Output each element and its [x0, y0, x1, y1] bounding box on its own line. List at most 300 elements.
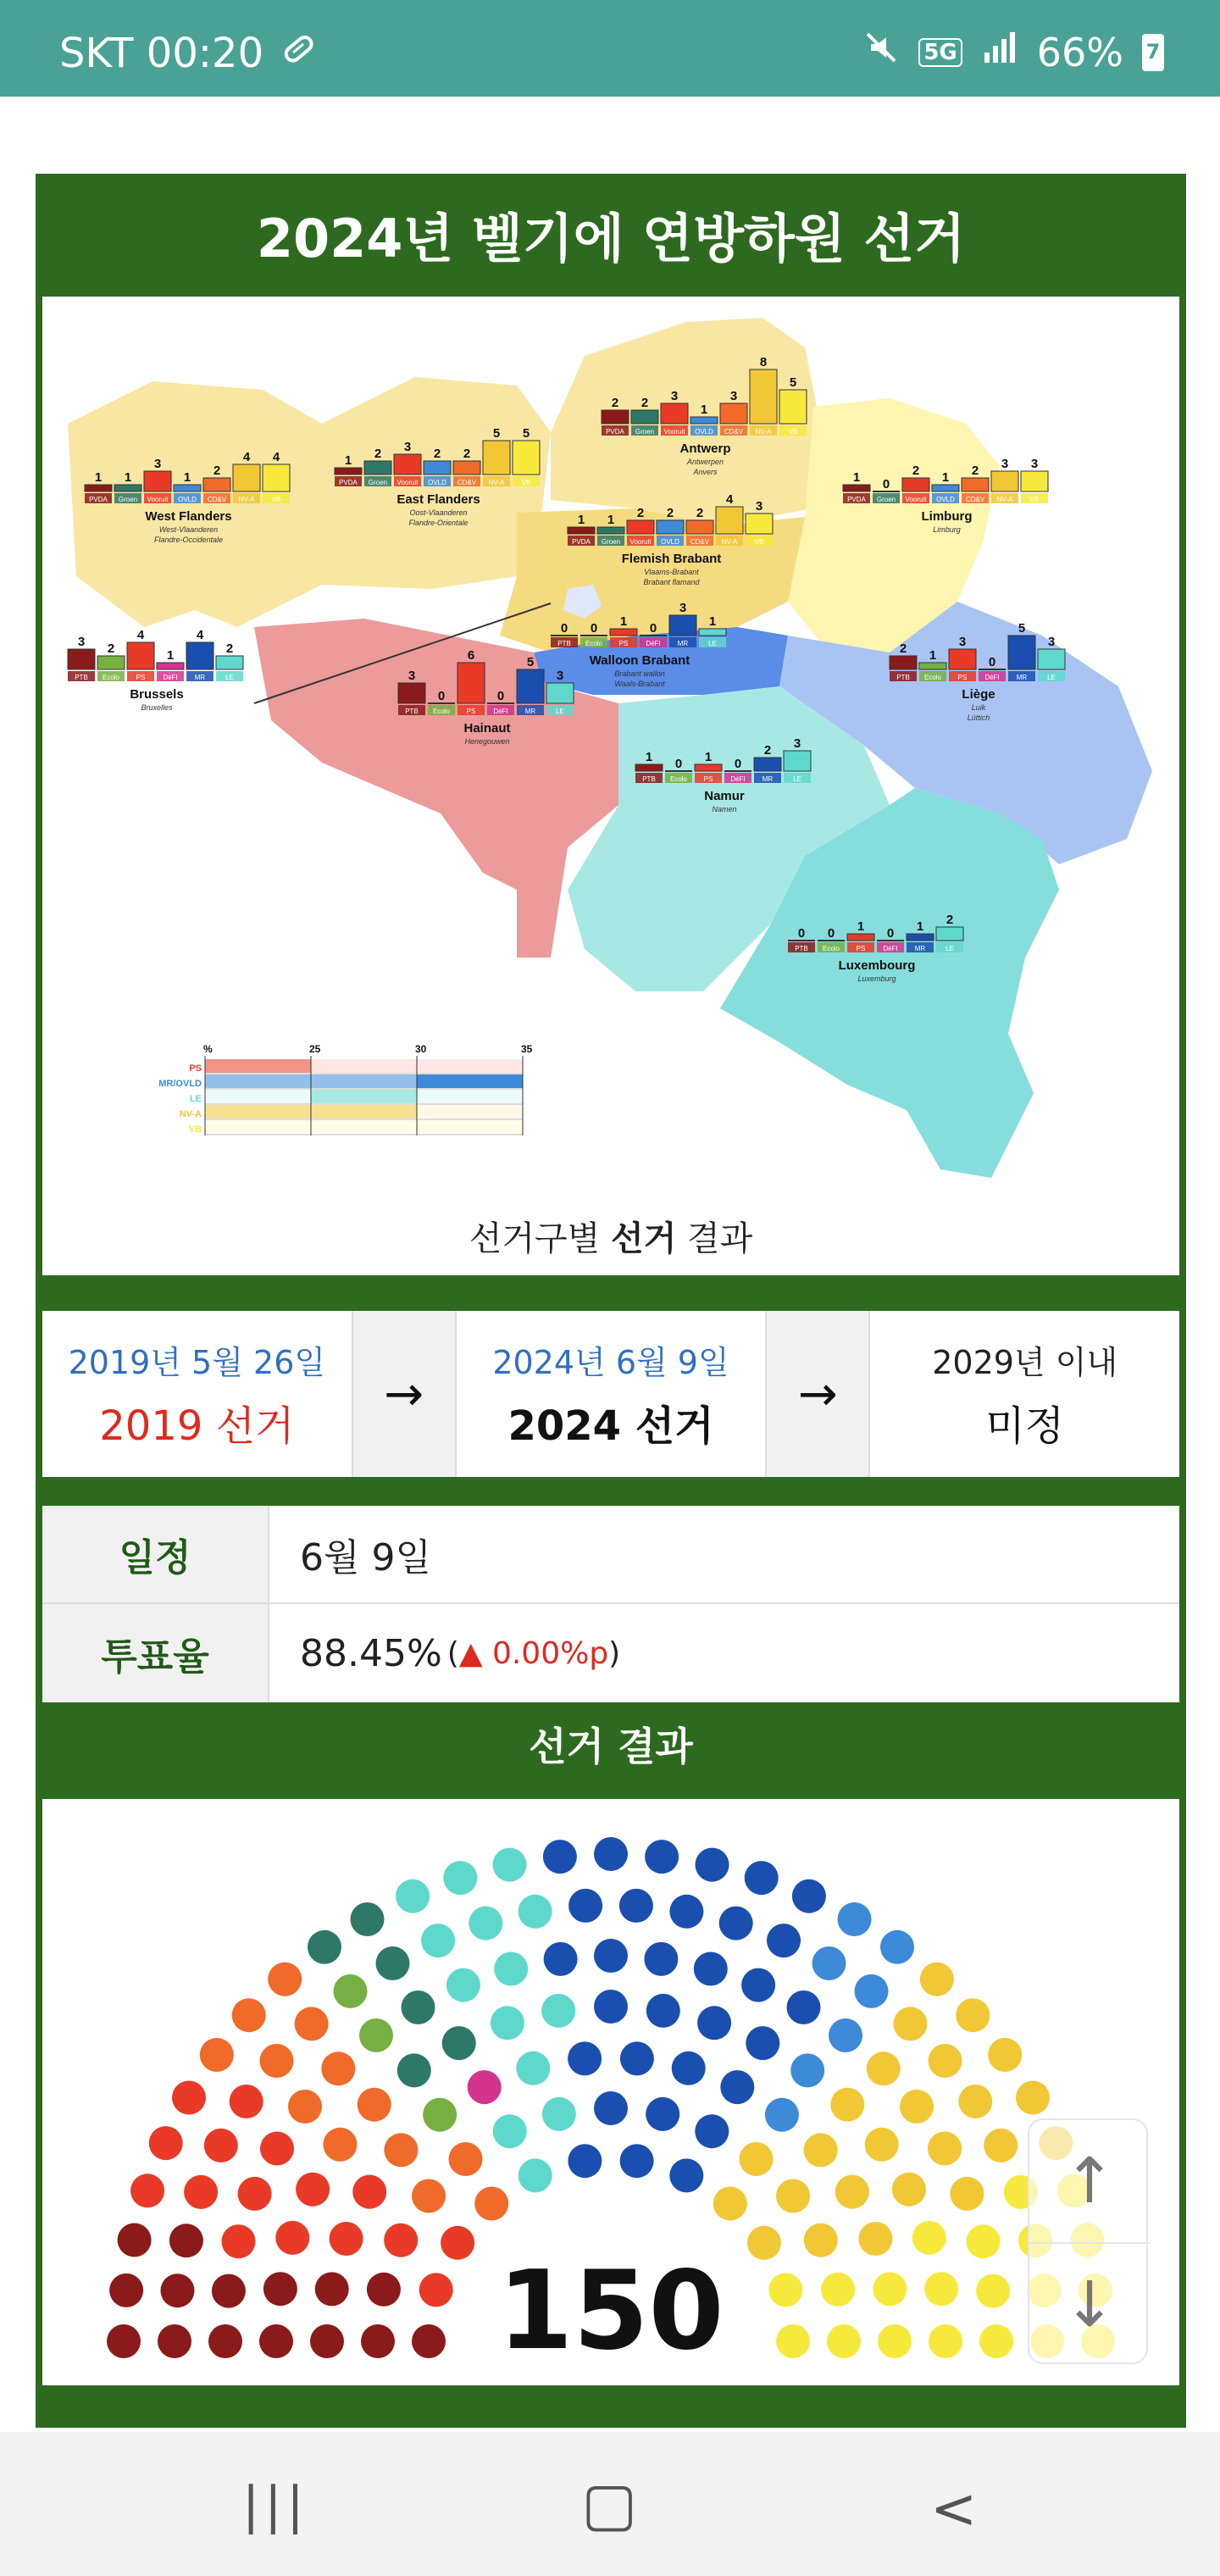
- legend-tick: 35: [521, 1043, 533, 1055]
- region-subname: Flandre-Occidentale: [153, 536, 224, 544]
- legend-row-label: PS: [189, 1063, 202, 1074]
- region-subname: Brabant wallon: [614, 669, 665, 678]
- seat-ps: [238, 2177, 272, 2211]
- region-seat-bar: [991, 471, 1018, 491]
- status-right: [862, 29, 1164, 75]
- seat-groen: [308, 1930, 341, 1964]
- region-seat-bar: [602, 410, 629, 424]
- turnout-row: [42, 1604, 1179, 1702]
- seat-mr: [645, 1840, 679, 1874]
- seat-vooruit: [474, 2187, 508, 2221]
- region-seat-count: 8: [759, 355, 768, 369]
- prev-election-link[interactable]: [42, 1311, 353, 1477]
- region-seat-count: 5: [522, 426, 530, 441]
- region-seat-count: 2: [107, 641, 115, 656]
- map-caption: [42, 1212, 1179, 1260]
- seat-n-va: [776, 2179, 810, 2213]
- party-tag-label: Ecolo: [923, 674, 942, 681]
- party-tag-label: Ecolo: [669, 775, 688, 783]
- seat-mr: [720, 2070, 754, 2104]
- region-subname: Limburg: [933, 525, 961, 534]
- party-tag-label: Groen: [368, 479, 388, 486]
- timeline-arrow-right-icon: →: [767, 1311, 870, 1477]
- region-seat-count: 0: [560, 621, 568, 636]
- seat-n-va: [713, 2187, 747, 2221]
- seat-cd-v: [594, 1939, 628, 1973]
- region-seat-bar: [661, 403, 688, 424]
- status-bar: [0, 0, 1220, 97]
- party-tag-label: LE: [793, 775, 801, 783]
- seat-n-va: [920, 1963, 954, 1996]
- region-seat-count: 3: [679, 601, 687, 615]
- party-tag-label: Vooruit: [663, 428, 685, 436]
- seat-ps: [352, 2175, 386, 2209]
- region-seat-count: 2: [433, 447, 441, 461]
- region-seat-count: 1: [94, 470, 103, 485]
- party-tag-label: Ecolo: [822, 945, 840, 952]
- seat-le: [421, 1924, 455, 1957]
- seat-vooruit: [449, 2142, 483, 2176]
- region-seat-count: 2: [611, 396, 619, 410]
- region-name: West Flanders: [145, 509, 232, 524]
- party-tag-label: PS: [618, 640, 629, 647]
- region-seat-bar: [902, 478, 929, 491]
- turnout-delta-wrap: [447, 1636, 620, 1671]
- region-seat-bar: [546, 683, 574, 703]
- region-seat-bar: [657, 520, 684, 534]
- region-seat-bar: [216, 656, 243, 669]
- current-election-name: 2024 선거: [507, 1402, 714, 1450]
- map-caption-bold: 선거: [611, 1219, 677, 1258]
- legend-cell: [417, 1074, 523, 1088]
- belgium-map: [42, 297, 1179, 1195]
- party-tag-label: OVLD: [428, 479, 446, 486]
- region-seat-count: 0: [674, 757, 683, 771]
- region-seat-count: 0: [437, 689, 446, 703]
- legend-cell: [311, 1074, 417, 1088]
- region-subname: Namen: [712, 805, 737, 813]
- party-tag-label: PVDA: [606, 428, 624, 436]
- region-seat-count: 4: [272, 450, 280, 464]
- region-seat-count: 3: [1030, 457, 1039, 471]
- region-seat-bar: [610, 629, 637, 636]
- seat-vooruit: [268, 1963, 302, 1996]
- region-seat-count: 4: [136, 628, 145, 642]
- region-seat-count: 0: [734, 757, 742, 771]
- region-seat-bar: [114, 485, 141, 491]
- seat-mr: [696, 1848, 729, 1882]
- region-seat-count: 1: [645, 750, 653, 764]
- region-seat-bar: [1021, 471, 1048, 491]
- region-seat-bar: [68, 649, 95, 669]
- region-subname: Flandre-Orientale: [408, 519, 469, 527]
- seat-mr: [646, 1994, 680, 2028]
- region-subname: Luik: [971, 703, 986, 712]
- seat-n-va: [892, 2173, 926, 2207]
- region-seat-count: 1: [916, 919, 924, 934]
- region-subname: Vlaams-Brabant: [644, 568, 699, 576]
- seat-le: [542, 2097, 576, 2131]
- prev-election-name: 2019 선거: [99, 1402, 295, 1450]
- paren-open: (: [446, 1635, 459, 1671]
- region-subname: West-Vlaanderen: [158, 525, 219, 534]
- region-seat-count: 2: [636, 506, 645, 520]
- schedule-row: [42, 1506, 1179, 1604]
- region-seat-count: 2: [971, 464, 979, 478]
- region-seat-bar: [779, 390, 807, 424]
- region-seat-bar: [1008, 636, 1035, 669]
- next-election: [870, 1311, 1179, 1477]
- region-seat-count: 3: [793, 736, 801, 751]
- battery-badge: 7: [1145, 39, 1161, 64]
- region-name: Flemish Brabant: [621, 552, 722, 566]
- region-seat-bar: [843, 485, 870, 491]
- legend-cell: [205, 1090, 311, 1103]
- legend-cell: [311, 1059, 417, 1073]
- region-seat-count: 3: [729, 389, 738, 403]
- seat-le: [493, 2114, 527, 2148]
- party-tag-label: PS: [856, 945, 866, 952]
- party-tag-label: PTB: [896, 674, 910, 681]
- region-seat-bar: [1038, 649, 1065, 669]
- seat-n-va: [928, 2132, 962, 2166]
- region-seat-bar: [746, 514, 773, 534]
- region-subname: Lüttich: [967, 713, 990, 722]
- vote-share-legend: [158, 1043, 532, 1135]
- seat-n-va: [1016, 2081, 1050, 2115]
- region-subname: Bruxelles: [141, 703, 173, 712]
- seat-mr: [719, 1907, 753, 1940]
- status-left: [59, 29, 318, 78]
- seat-ecolo: [423, 2098, 457, 2132]
- legend-cell: [417, 1120, 523, 1134]
- region-seat-count: 1: [344, 453, 352, 468]
- seat-le: [469, 1907, 502, 1940]
- region-seat-bar: [233, 464, 260, 491]
- seat-ps: [230, 2085, 263, 2118]
- party-tag-label: PTB: [642, 775, 656, 783]
- seat-groen: [397, 2053, 431, 2087]
- seat-cd-v: [619, 1889, 653, 1923]
- legend-cell: [205, 1120, 311, 1134]
- party-tag-label: CD&V: [965, 496, 985, 503]
- region-seat-bar: [890, 656, 917, 669]
- legend-unit: %: [203, 1043, 213, 1055]
- region-seat-bar: [750, 369, 777, 424]
- seat-open-vld: [855, 1974, 889, 2008]
- seat-le: [493, 1848, 527, 1882]
- region-seat-count: 2: [899, 641, 907, 656]
- seat-ps: [149, 2126, 183, 2160]
- seat-groen: [402, 1990, 435, 2024]
- timeline-arrow-right-icon: →: [353, 1311, 457, 1477]
- seat-mr: [792, 1879, 826, 1913]
- results-title: 선거 결과: [529, 1724, 693, 1769]
- seat-open-vld: [838, 1902, 872, 1936]
- region-seat-bar: [669, 615, 696, 636]
- party-tag-label: LE: [708, 640, 717, 647]
- current-election: [457, 1311, 768, 1477]
- region-seat-bar: [174, 485, 201, 491]
- region-seat-count: 1: [929, 648, 937, 663]
- legend-row-label: MR/OVLD: [158, 1079, 202, 1089]
- scroll-down-button[interactable]: ↓: [1062, 2268, 1116, 2341]
- region-seat-count: 1: [124, 470, 132, 485]
- region-seat-bar: [568, 527, 595, 534]
- seat-mr: [746, 2026, 779, 2060]
- party-tag-label: Vooruit: [905, 496, 927, 503]
- region-subname: Luxemburg: [857, 974, 896, 983]
- party-tag-label: VB: [1029, 496, 1040, 503]
- region-seat-bar: [513, 441, 540, 475]
- region-seat-count: 0: [882, 477, 890, 491]
- party-tag-label: NV-A: [488, 479, 505, 486]
- region-subname: Waals-Brabant: [614, 680, 665, 688]
- party-tag-label: MR: [194, 674, 206, 681]
- region-seat-bar: [690, 417, 718, 424]
- carrier-time: SKT 00:20: [59, 30, 264, 77]
- region-seat-count: 5: [789, 375, 797, 390]
- seat-ps: [172, 2081, 206, 2115]
- region-seat-count: 0: [649, 621, 657, 636]
- seat-cd-v: [568, 1889, 602, 1923]
- region-seat-count: 5: [1018, 621, 1026, 636]
- seat-open-vld: [880, 1930, 914, 1964]
- region-seat-count: 1: [852, 470, 861, 485]
- region-seat-bar: [784, 751, 811, 771]
- region-seat-bar: [932, 485, 959, 491]
- region-seat-bar: [483, 441, 510, 475]
- party-tag-label: NV-A: [721, 538, 738, 546]
- seat-vooruit: [384, 2133, 418, 2167]
- seat-d-fi: [468, 2070, 502, 2104]
- region-name: Limburg: [921, 509, 973, 524]
- region-seat-count: 3: [408, 669, 416, 683]
- region-seat-count: 1: [941, 470, 950, 485]
- party-tag-label: Groen: [635, 428, 655, 436]
- party-tag-label: PTB: [405, 708, 419, 715]
- region-seat-count: 1: [577, 513, 585, 527]
- region-seat-count: 1: [166, 648, 175, 663]
- seat-mr: [767, 1924, 801, 1957]
- seat-cd-v: [594, 2091, 628, 2125]
- region-seat-bar: [949, 649, 976, 669]
- party-tag-label: CD&V: [724, 428, 744, 436]
- party-tag-label: MR: [762, 775, 774, 783]
- party-tag-label: OVLD: [661, 538, 679, 546]
- seat-ecolo: [334, 1974, 368, 2008]
- region-seat-count: 1: [700, 402, 708, 417]
- region-seat-count: 3: [77, 635, 86, 649]
- signal-icon: [981, 29, 1018, 75]
- back-button[interactable]: <: [930, 2476, 978, 2541]
- region-seat-bar: [936, 927, 963, 941]
- region-seat-count: 4: [242, 450, 251, 464]
- legend-row-label: VB: [188, 1124, 202, 1135]
- region-seat-count: 2: [666, 506, 674, 520]
- party-tag-label: PVDA: [847, 496, 866, 503]
- battery-percent: 66%: [1036, 29, 1123, 75]
- seat-mr: [787, 1990, 821, 2024]
- region-seat-count: 2: [912, 464, 920, 478]
- legend-tick: 30: [415, 1043, 427, 1055]
- legend-cell: [205, 1074, 311, 1088]
- region-seat-bar: [635, 764, 663, 771]
- seat-cd-v: [594, 1837, 628, 1871]
- legend-tick: 25: [309, 1043, 321, 1055]
- region-seat-count: 2: [640, 396, 649, 410]
- party-tag-label: CD&V: [207, 496, 227, 503]
- region-seat-count: 0: [496, 689, 505, 703]
- seat-n-va: [900, 2090, 934, 2124]
- region-seat-bar: [97, 656, 125, 669]
- seat-ps: [204, 2129, 238, 2162]
- recent-apps-button[interactable]: |||: [242, 2476, 309, 2535]
- party-tag-label: VB: [271, 496, 281, 503]
- seat-n-va: [988, 2038, 1022, 2072]
- seat-cd-v: [568, 2041, 602, 2075]
- region-seat-count: 4: [725, 492, 734, 507]
- seat-n-va: [867, 2051, 901, 2085]
- region-subname: Henegouwen: [464, 737, 510, 746]
- region-name: Brussels: [130, 687, 184, 702]
- region-seat-count: 3: [153, 457, 162, 471]
- region-seat-count: 0: [886, 926, 895, 941]
- legend-cell: [311, 1090, 417, 1103]
- region-seat-bar: [335, 468, 362, 475]
- region-seat-bar: [157, 663, 184, 669]
- seat-mr: [694, 1952, 728, 1986]
- region-subname: Antwerpen: [686, 458, 724, 466]
- seat-cd-v: [620, 2041, 654, 2075]
- region-seat-bar: [907, 934, 934, 941]
- party-tag-label: NV-A: [238, 496, 255, 503]
- region-seat-bar: [398, 683, 425, 703]
- seat-le: [446, 1968, 480, 2002]
- seat-n-va: [830, 2088, 864, 2122]
- party-tag-label: NV-A: [996, 496, 1013, 503]
- region-seat-bar: [597, 527, 624, 534]
- party-tag-label: DéFI: [883, 945, 898, 952]
- region-seat-bar: [424, 461, 451, 475]
- turnout-label: 투표율: [42, 1604, 269, 1702]
- region-seat-count: 3: [403, 440, 412, 454]
- schedule-value: 6월 9일: [300, 1536, 431, 1579]
- region-seat-count: 5: [492, 426, 501, 441]
- seat-mr: [669, 1895, 703, 1929]
- seat-open-vld: [829, 2018, 862, 2052]
- legend-cell: [205, 1105, 311, 1119]
- legend-cell: [205, 1059, 311, 1073]
- party-tag-label: DéFI: [730, 775, 746, 783]
- party-tag-label: Vooruit: [147, 496, 169, 503]
- scroll-buttons: [1028, 2118, 1148, 2364]
- party-tag-label: PVDA: [89, 496, 108, 503]
- region-seat-count: 2: [696, 506, 704, 520]
- pill-icon: [279, 29, 318, 78]
- seat-n-va: [740, 2142, 774, 2176]
- party-tag-label: CD&V: [457, 479, 477, 486]
- seat-cd-v: [543, 1840, 577, 1874]
- party-tag-label: PTB: [75, 674, 88, 681]
- seat-mr: [695, 2114, 729, 2148]
- legend-cell: [417, 1090, 523, 1103]
- party-tag-label: MR: [914, 945, 926, 952]
- region-seat-bar: [962, 478, 989, 491]
- region-seat-bar: [686, 520, 713, 534]
- region-seat-count: 2: [463, 447, 471, 461]
- seat-mr: [697, 2006, 731, 2040]
- region-seat-count: 2: [225, 641, 234, 656]
- region-seat-bar: [695, 764, 722, 771]
- home-button[interactable]: ▢: [581, 2469, 638, 2539]
- legend-cell: [417, 1105, 523, 1119]
- seat-open-vld: [812, 1946, 846, 1980]
- region-subname: Anvers: [693, 468, 718, 476]
- seat-le: [494, 1952, 528, 1986]
- district-map: [42, 297, 1179, 1275]
- seat-mr: [644, 1942, 678, 1976]
- seat-ps: [130, 2174, 164, 2207]
- seat-groen: [442, 2026, 476, 2060]
- seat-le: [518, 1895, 552, 1929]
- seat-n-va: [893, 2007, 927, 2040]
- region-seat-bar: [517, 669, 544, 703]
- schedule-label: 일정: [42, 1506, 269, 1602]
- map-caption-post: 결과: [676, 1219, 753, 1258]
- party-tag-label: DéFI: [493, 708, 508, 715]
- region-seat-bar: [453, 461, 480, 475]
- region-seat-bar: [631, 410, 658, 424]
- region-seat-count: 1: [708, 614, 717, 629]
- party-tag-label: LE: [1047, 674, 1056, 681]
- seat-vooruit: [260, 2044, 294, 2078]
- region-seat-count: 1: [619, 614, 628, 629]
- next-election-date: 2029년 이내: [932, 1344, 1118, 1381]
- region-subname: Oost-Vlaanderen: [409, 508, 468, 517]
- legend-row-label: NV-A: [179, 1109, 202, 1119]
- region-seat-bar: [394, 454, 421, 475]
- seat-vooruit: [232, 1998, 266, 2032]
- seat-vooruit: [323, 2128, 357, 2162]
- seat-vooruit: [412, 2179, 446, 2213]
- seat-vooruit: [288, 2090, 322, 2124]
- seat-mr: [646, 2097, 679, 2131]
- region-seat-count: 0: [988, 655, 996, 669]
- seat-le: [396, 1879, 430, 1913]
- seat-n-va: [835, 2175, 869, 2209]
- region-name: Liège: [962, 687, 995, 702]
- party-tag-label: PS: [466, 708, 476, 715]
- party-tag-label: VB: [754, 538, 764, 546]
- region-seat-bar: [716, 507, 743, 534]
- seat-groen: [376, 1946, 410, 1980]
- region-seat-count: 0: [590, 621, 598, 636]
- total-seats: 150: [497, 2248, 724, 2374]
- region-seat-bar: [847, 934, 874, 941]
- region-seat-bar: [203, 478, 230, 491]
- region-seat-count: 2: [763, 743, 772, 758]
- current-election-date: 2024년 6월 9일: [492, 1344, 729, 1381]
- party-tag-label: DéFI: [984, 674, 1000, 681]
- scroll-up-button[interactable]: ↑: [1062, 2145, 1116, 2218]
- region-seat-count: 6: [467, 648, 475, 663]
- parliament-chart: [42, 1799, 1179, 2385]
- seat-cd-v: [568, 2144, 602, 2178]
- party-tag-label: Groen: [601, 538, 621, 546]
- seat-vooruit: [295, 2007, 329, 2040]
- region-seat-count: 1: [183, 470, 191, 485]
